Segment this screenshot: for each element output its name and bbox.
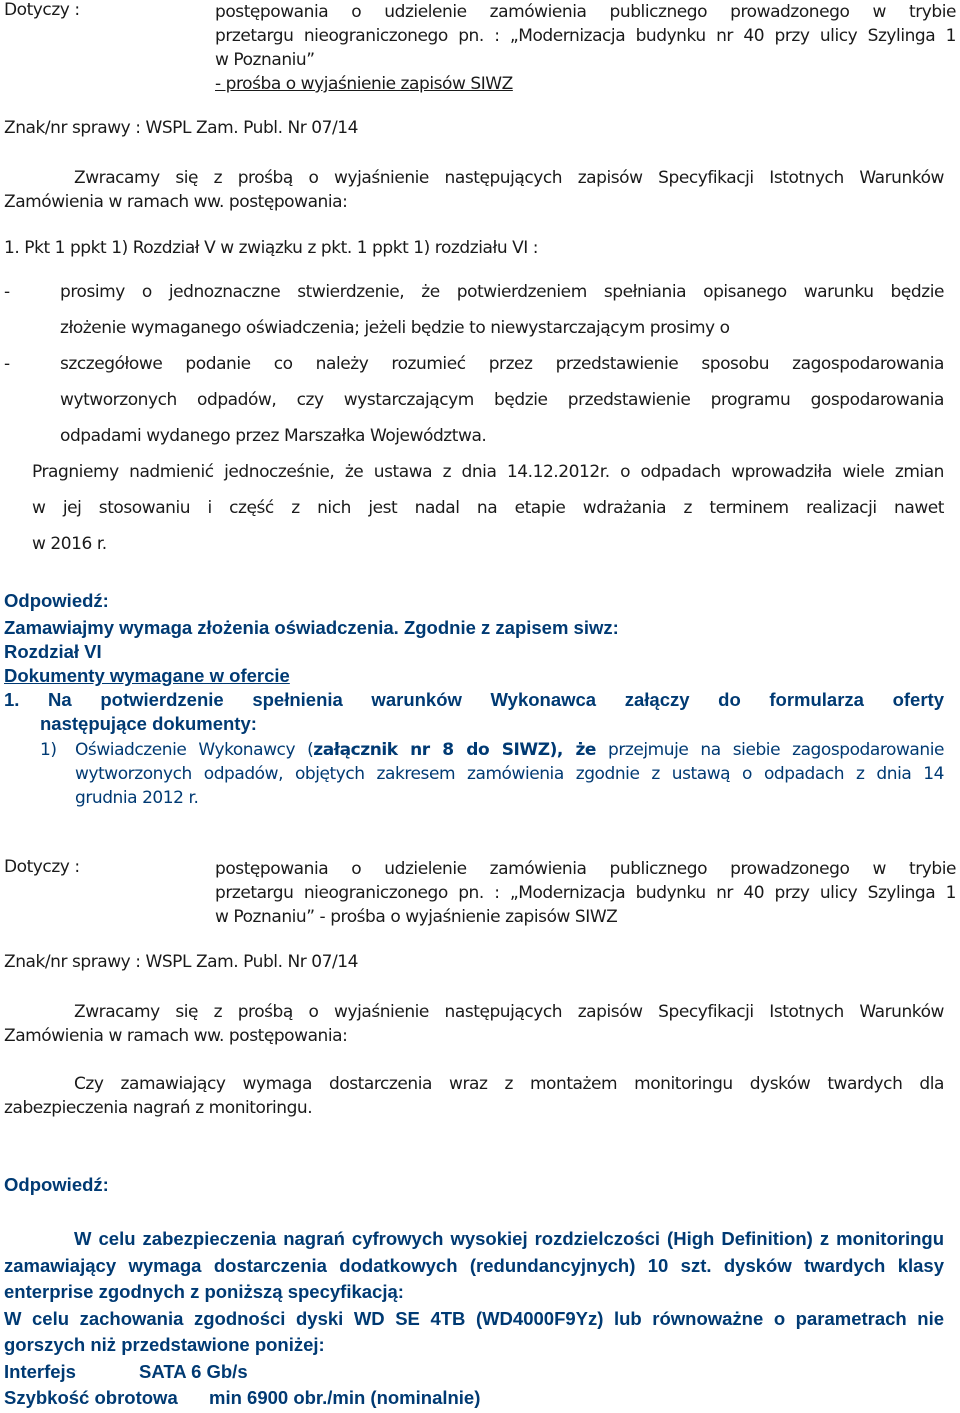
note-line: Pragniemy nadmienić jednocześnie, że ustawa z dnia 14.12.2012r. o odpadach wprowadziła wiele zmian xyxy=(32,462,944,482)
answer-line: W celu zabezpieczenia nagrań cyfrowych wysokiej rozdzielczości (High Definition) z monitoringu xyxy=(74,1228,944,1249)
spec-row xyxy=(4,1359,944,1386)
intro-paragraph xyxy=(4,166,944,214)
requirement-line: 1. Na potwierdzenie spełnienia warunków Wykonawca załączy do formularza oferty xyxy=(4,689,944,710)
answer-heading: Odpowiedź: xyxy=(4,590,109,611)
case-reference: Znak/nr sprawy : WSPL Zam. Publ. Nr 07/14 xyxy=(4,952,358,972)
bullet-dash: - xyxy=(4,282,10,302)
point-heading: 1. Pkt 1 ppkt 1) Rozdział V w związku z pkt. 1 ppkt 1) rozdziału VI : xyxy=(4,238,539,258)
subject-line: postępowania o udzielenie zamówienia publicznego prowadzonego w trybie xyxy=(215,859,956,879)
answer-line: gorszych niż przedstawione poniżej: xyxy=(4,1334,325,1355)
item-line: grudnia 2012 r. xyxy=(75,788,199,808)
bullet-line: wytworzonych odpadów, czy wystarczającym będzie przedstawienie programu gospodarowania xyxy=(60,390,944,410)
intro-line: Zamówienia w ramach ww. postępowania: xyxy=(4,192,348,212)
bullet-dash: - xyxy=(4,354,10,374)
subject-line: w Poznaniu” - prośba o wyjaśnienie zapisów SIWZ xyxy=(215,907,618,927)
note-paragraph xyxy=(32,454,944,562)
bullet-line: odpadami wydanego przez Marszałka Województwa. xyxy=(60,426,487,446)
answer-heading: Odpowiedź: xyxy=(4,1174,109,1195)
answer-line: zamawiający wymaga dostarczenia dodatkowych (redundancyjnych) 10 szt. dysków twardych klasy xyxy=(4,1254,944,1276)
intro-line: Zwracamy się z prośbą o wyjaśnienie następujących zapisów Specyfikacji Istotnych Warunków xyxy=(74,1002,944,1022)
question-line: zabezpieczenia nagrań z monitoringu. xyxy=(4,1098,313,1118)
docs-title: Dokumenty wymagane w ofercie xyxy=(4,665,290,686)
bullet-line: złożenie wymaganego oświadczenia; jeżeli będzie to niewystarczającym prosimy o xyxy=(60,318,730,338)
item-line xyxy=(75,738,944,762)
spec-label: Szybkość obrotowa xyxy=(4,1387,178,1408)
subject-block xyxy=(215,857,956,929)
answer-line: W celu zachowania zgodności dyski WD SE 4TB (WD4000F9Yz) lub równoważne o parametrach nie xyxy=(4,1307,944,1329)
bullet-line: szczegółowe podanie co należy rozumieć przez przedstawienie sposobu zagospodarowania xyxy=(60,354,944,374)
spec-value: min 6900 obr./min (nominalnie) xyxy=(209,1387,481,1408)
case-reference: Znak/nr sprawy : WSPL Zam. Publ. Nr 07/14 xyxy=(4,118,358,138)
answer-line: Zamawiajmy wymaga złożenia oświadczenia. Zgodnie z zapisem siwz: xyxy=(4,617,619,638)
item-text: Oświadczenie Wykonawcy ( xyxy=(75,740,314,760)
question-line: Czy zamawiający wymaga dostarczenia wraz z montażem monitoringu dysków twardych dla xyxy=(74,1074,944,1094)
item-number: 1) xyxy=(40,740,57,760)
subject-request-line: - prośba o wyjaśnienie zapisów SIWZ xyxy=(215,74,513,94)
chapter-title: Rozdział VI xyxy=(4,641,102,662)
spec-label: Interfejs xyxy=(4,1360,76,1382)
spec-row xyxy=(4,1385,944,1412)
intro-line: Zamówienia w ramach ww. postępowania: xyxy=(4,1026,348,1046)
subject-line: przetargu nieograniczonego pn. : „Modernizacja budynku nr 40 przy ulicy Szylinga 1 xyxy=(215,883,956,903)
question-paragraph xyxy=(4,1072,944,1120)
subject-line: przetargu nieograniczonego pn. : „Modernizacja budynku nr 40 przy ulicy Szylinga 1 xyxy=(215,26,956,46)
item-bold-text: załącznik nr 8 do SIWZ), że xyxy=(313,740,596,760)
subject-line: w Poznaniu” xyxy=(215,50,315,70)
answer-block xyxy=(4,616,944,736)
dotyczy-label: Dotyczy : xyxy=(4,857,80,877)
requirement-line: następujące dokumenty: xyxy=(40,713,257,734)
subject-block xyxy=(215,0,956,96)
intro-line: Zwracamy się z prośbą o wyjaśnienie następujących zapisów Specyfikacji Istotnych Warunków xyxy=(74,168,944,188)
bullet-line: prosimy o jednoznaczne stwierdzenie, że potwierdzeniem spełniania opisanego warunku będzie xyxy=(60,282,944,302)
note-line: w 2016 r. xyxy=(32,534,107,554)
spec-value: SATA 6 Gb/s xyxy=(139,1360,248,1382)
answer-block xyxy=(4,1226,944,1412)
dotyczy-label: Dotyczy : xyxy=(4,0,80,20)
item-line: wytworzonych odpadów, objętych zakresem zamówienia zgodnie z ustawą o odpadach z dnia 14 xyxy=(75,764,944,784)
intro-paragraph xyxy=(4,1000,944,1048)
subject-line: postępowania o udzielenie zamówienia publicznego prowadzonego w trybie xyxy=(215,2,956,22)
note-line: w jej stosowaniu i część z nich jest nadal na etapie wdrażania z terminem realizacji nawet xyxy=(32,498,944,518)
answer-line: enterprise zgodnych z poniższą specyfikacją: xyxy=(4,1281,404,1302)
item-text: przejmuje na siebie zagospodarowanie xyxy=(596,740,945,760)
